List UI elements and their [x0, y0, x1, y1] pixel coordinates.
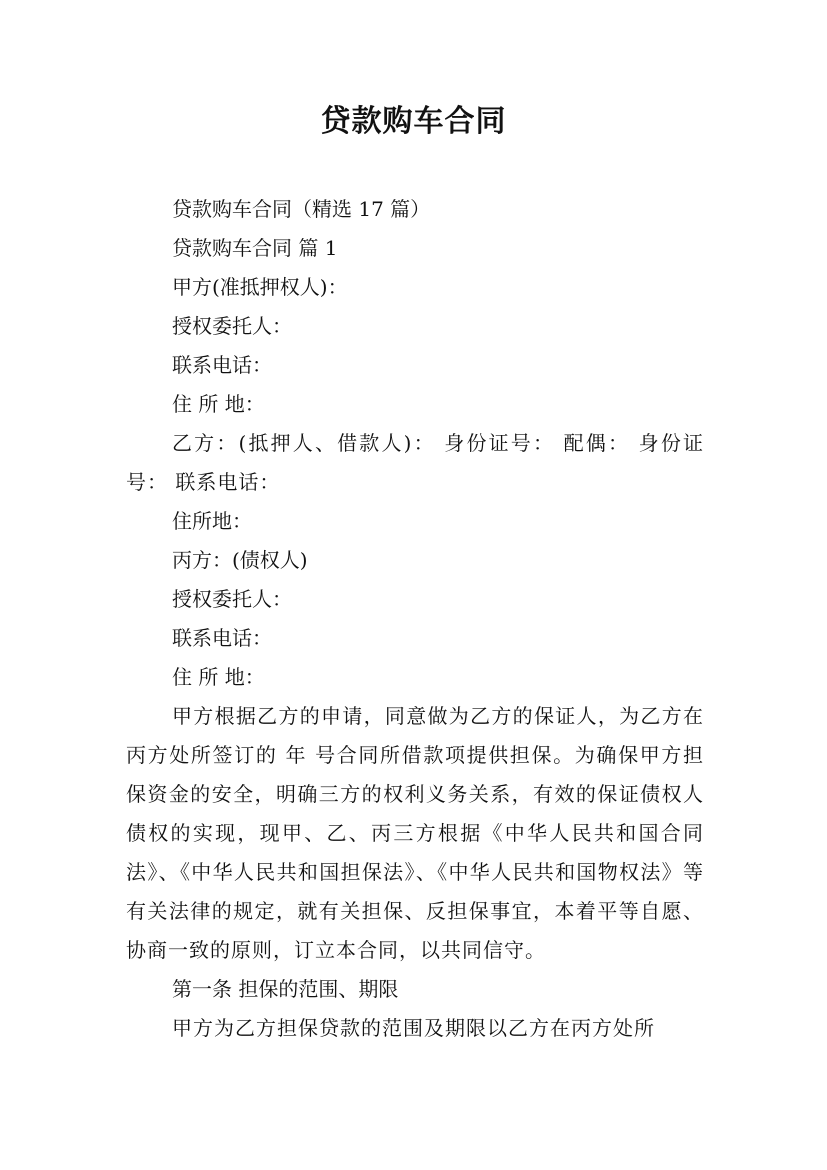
party-a-line: 甲方(准抵押权人)： — [172, 275, 348, 299]
party-a-phone-line: 联系电话： — [172, 353, 272, 377]
section-heading: 贷款购车合同 篇 1 — [172, 236, 338, 260]
party-c-line: 丙方：(债权人) — [172, 548, 308, 572]
party-b-address-line: 住所地： — [172, 509, 252, 533]
party-a-address-line: 住 所 地： — [172, 392, 265, 416]
article-one-paragraph: 甲方为乙方担保贷款的范围及期限以乙方在丙方处所 — [172, 1016, 655, 1040]
subtitle-line: 贷款购车合同（精选 17 篇） — [172, 197, 431, 221]
party-c-agent-line: 授权委托人： — [172, 587, 292, 611]
party-a-agent-line: 授权委托人： — [172, 314, 292, 338]
document-body — [126, 190, 704, 1048]
party-b-paragraph: 乙方：(抵押人、借款人)： 身份证号： 配偶： 身份证号： 联系电话： — [126, 431, 704, 494]
article-one-heading: 第一条 担保的范围、期限 — [172, 977, 399, 1001]
party-c-address-line: 住 所 地： — [172, 665, 265, 689]
preamble-paragraph: 甲方根据乙方的申请，同意做为乙方的保证人，为乙方在丙方处所签订的 年 号合同所借款项提供担保。为确保甲方担保资金的安全，明确三方的权利义务关系，有效的保证债权人债权的实现，现甲、乙、丙三方根据《中华人民共和国合同法》、《中华人民共和国担保法》、《中华人民共和国物权法》等有关法律的规定，就有关担保、反担保事宜，本着平等自愿、协商一致的原则，订立本合同，以共同信守。 — [126, 704, 704, 962]
document-title: 贷款购车合同 — [320, 104, 507, 139]
party-c-phone-line: 联系电话： — [172, 626, 272, 650]
